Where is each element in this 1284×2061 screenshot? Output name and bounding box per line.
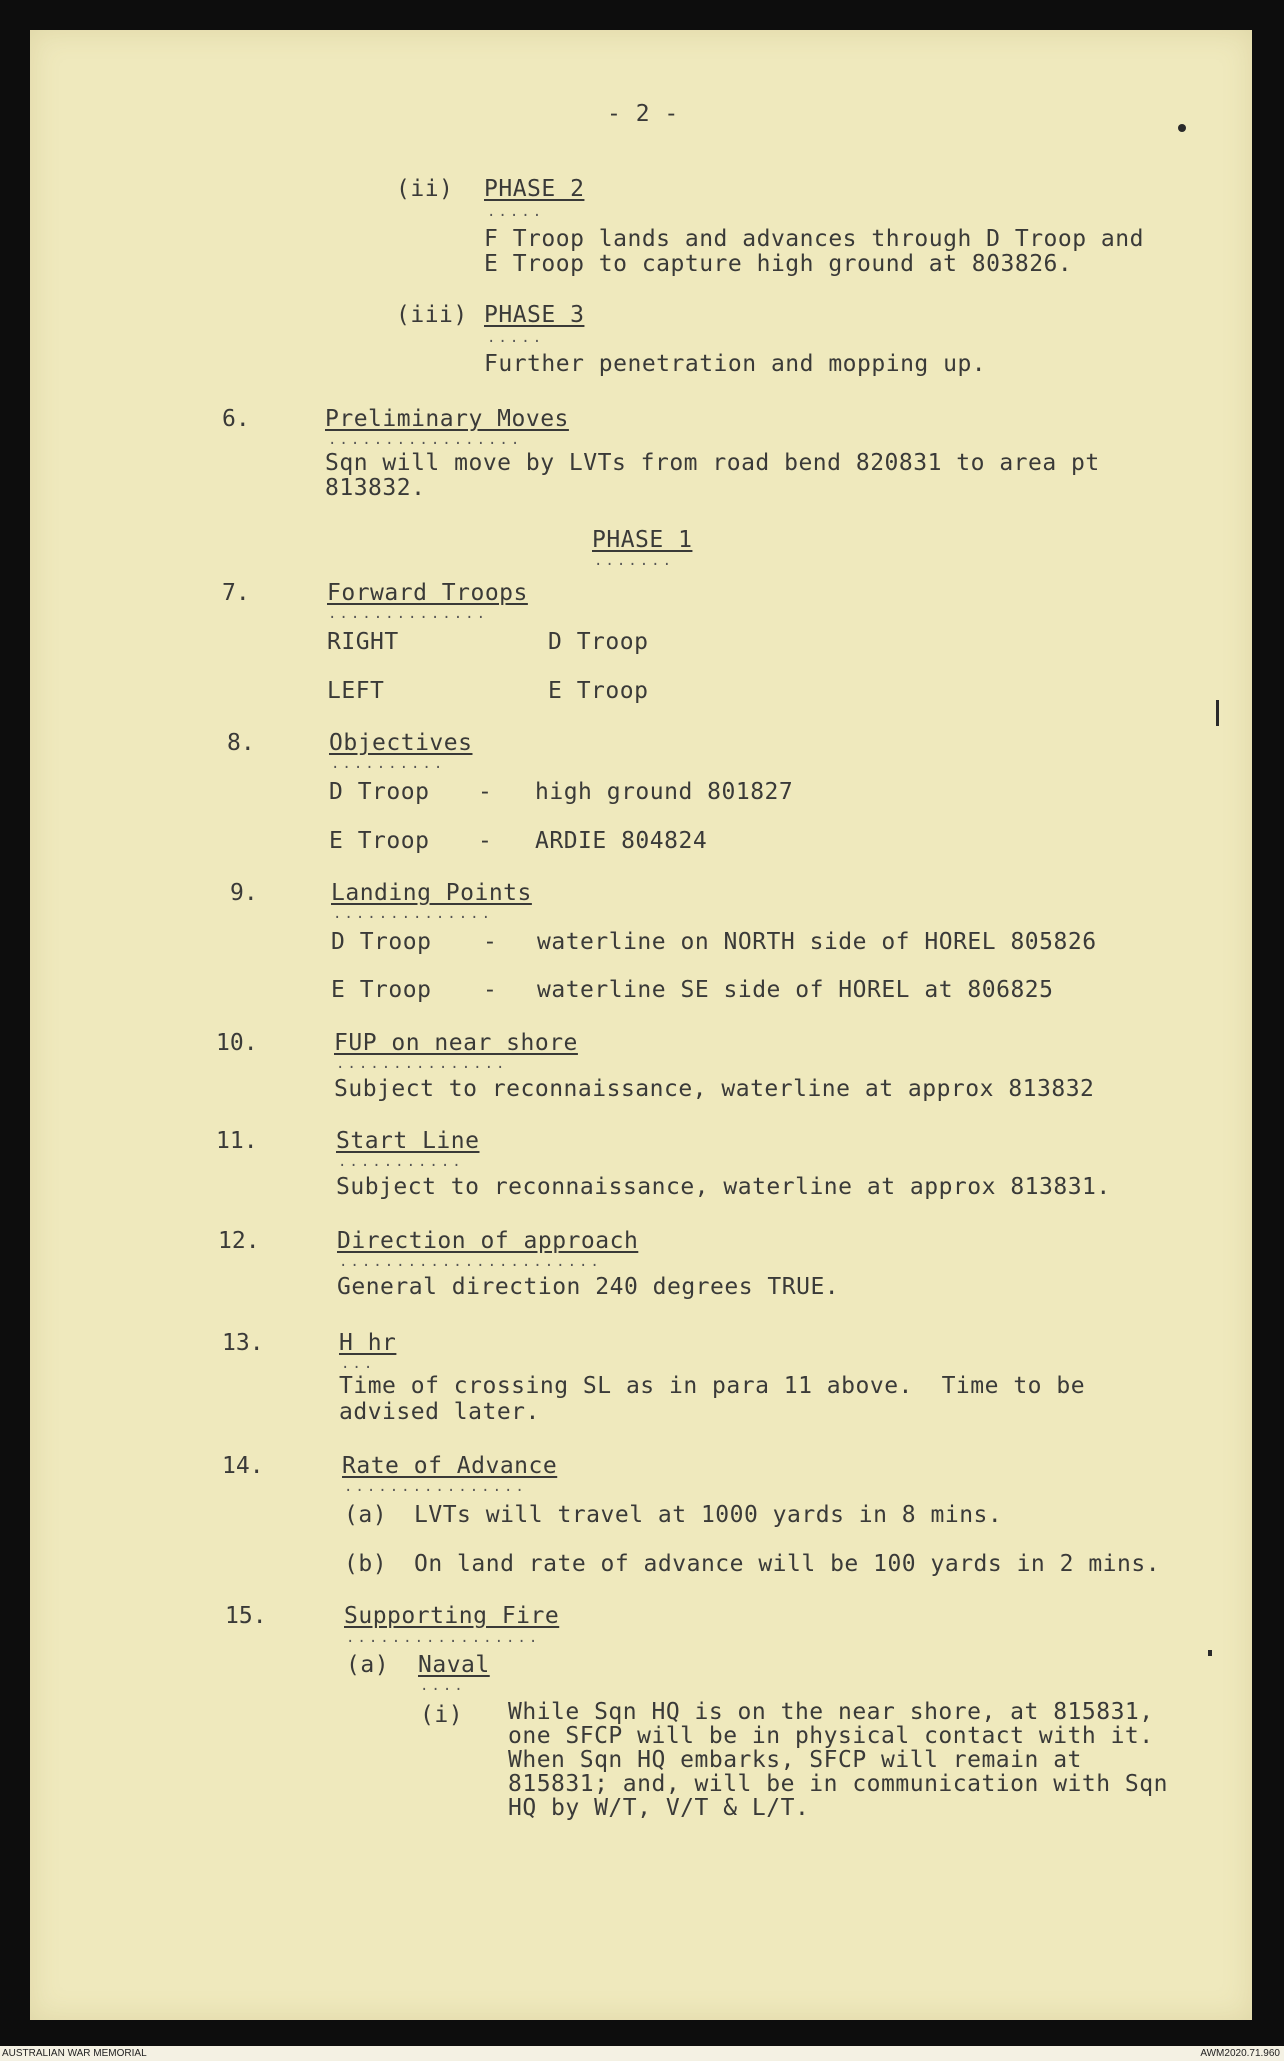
para-15-title: Supporting Fire: [344, 1603, 560, 1629]
para-13-line-2: advised later.: [339, 1399, 540, 1425]
para-15-sub-i-marker: (i): [420, 1702, 464, 1728]
para-14-item-a-marker: (a): [344, 1502, 388, 1528]
para-15-sub-i-line-3: When Sqn HQ embarks, SFCP will remain at: [508, 1747, 1082, 1773]
para-6-line-1: Sqn will move by LVTs from road bend 820831 to area pt: [325, 450, 1100, 476]
para-9-row-2-label: E Troop: [331, 977, 432, 1003]
phase-2-number: (ii): [396, 176, 454, 202]
para-14-item-b-text: On land rate of advance will be 100 yards in 2 mins.: [414, 1551, 1161, 1577]
phase-2-line-1: F Troop lands and advances through D Troop and: [484, 226, 1144, 252]
para-10-number: 10.: [216, 1030, 258, 1056]
footer-left-credit: AUSTRALIAN WAR MEMORIAL: [2, 2048, 147, 2059]
phase-3-number: (iii): [396, 302, 468, 328]
para-6-number: 6.: [222, 406, 250, 432]
para-7-number: 7.: [222, 580, 250, 606]
para-8-row-1-dash: -: [478, 779, 493, 805]
para-10-text: Subject to reconnaissance, waterline at approx 813832: [334, 1076, 1095, 1102]
para-9-row-1-value: waterline on NORTH side of HOREL 805826: [537, 929, 1097, 955]
phase-3-line-1: Further penetration and mopping up.: [484, 351, 987, 377]
para-9-row-1-label: D Troop: [331, 929, 432, 955]
footer-bar: [0, 2046, 1284, 2061]
para-14-title: Rate of Advance: [342, 1453, 558, 1479]
para-15-sub-a-title: Naval: [418, 1652, 490, 1678]
ink-speck: [1216, 700, 1219, 726]
para-9-row-2-dash: -: [483, 977, 498, 1003]
para-15-sub-i-line-2: one SFCP will be in physical contact with it.: [508, 1723, 1154, 1749]
para-11-title: Start Line: [336, 1128, 480, 1154]
para-7-row-1-value: D Troop: [548, 629, 649, 655]
para-7-title: Forward Troops: [327, 580, 528, 606]
para-9-row-1-dash: -: [483, 929, 498, 955]
para-14-item-b-marker: (b): [344, 1551, 388, 1577]
footer-right-id: AWM2020.71.960: [1200, 2048, 1280, 2059]
para-11-text: Subject to reconnaissance, waterline at approx 813831.: [336, 1174, 1111, 1200]
para-10-title: FUP on near shore: [334, 1030, 578, 1056]
phase-2-title: PHASE 2: [484, 176, 585, 202]
para-6-line-2: 813832.: [325, 475, 426, 501]
para-7-row-1-label: RIGHT: [327, 629, 399, 655]
para-11-number: 11.: [216, 1128, 258, 1154]
para-15-sub-a-marker: (a): [346, 1652, 390, 1678]
ink-speck: [1208, 1650, 1212, 1656]
para-8-number: 8.: [227, 730, 255, 756]
para-8-row-2-dash: -: [478, 828, 493, 854]
page-number: - 2 -: [607, 101, 679, 127]
para-8-row-1-label: D Troop: [329, 779, 430, 805]
phase-2-line-2: E Troop to capture high ground at 803826.: [484, 251, 1073, 277]
phase-1-heading: PHASE 1: [592, 527, 693, 553]
para-13-title: H hr: [339, 1330, 397, 1356]
para-13-number: 13.: [222, 1330, 264, 1356]
para-12-number: 12.: [218, 1228, 260, 1254]
para-7-row-2-value: E Troop: [548, 678, 649, 704]
para-6-title: Preliminary Moves: [325, 406, 569, 432]
para-8-row-1-value: high ground 801827: [535, 779, 794, 805]
para-8-title: Objectives: [329, 730, 473, 756]
para-9-row-2-value: waterline SE side of HOREL at 806825: [537, 977, 1054, 1003]
para-15-sub-i-line-4: 815831; and, will be in communication with Sqn: [508, 1771, 1168, 1797]
para-13-line-1: Time of crossing SL as in para 11 above. Time to be: [339, 1373, 1086, 1399]
para-15-sub-i-line-1: While Sqn HQ is on the near shore, at 815831,: [508, 1699, 1154, 1725]
para-8-row-2-value: ARDIE 804824: [535, 828, 708, 854]
para-14-item-a-text: LVTs will travel at 1000 yards in 8 mins.: [414, 1502, 1003, 1528]
para-9-title: Landing Points: [331, 880, 532, 906]
para-8-row-2-label: E Troop: [329, 828, 430, 854]
para-14-number: 14.: [222, 1453, 264, 1479]
ink-speck: [1178, 124, 1186, 132]
para-7-row-2-label: LEFT: [327, 678, 385, 704]
para-9-number: 9.: [230, 880, 258, 906]
para-12-title: Direction of approach: [337, 1228, 639, 1254]
para-12-text: General direction 240 degrees TRUE.: [337, 1274, 840, 1300]
para-15-number: 15.: [225, 1603, 267, 1629]
phase-3-title: PHASE 3: [484, 302, 585, 328]
para-15-sub-i-line-5: HQ by W/T, V/T & L/T.: [508, 1795, 810, 1821]
